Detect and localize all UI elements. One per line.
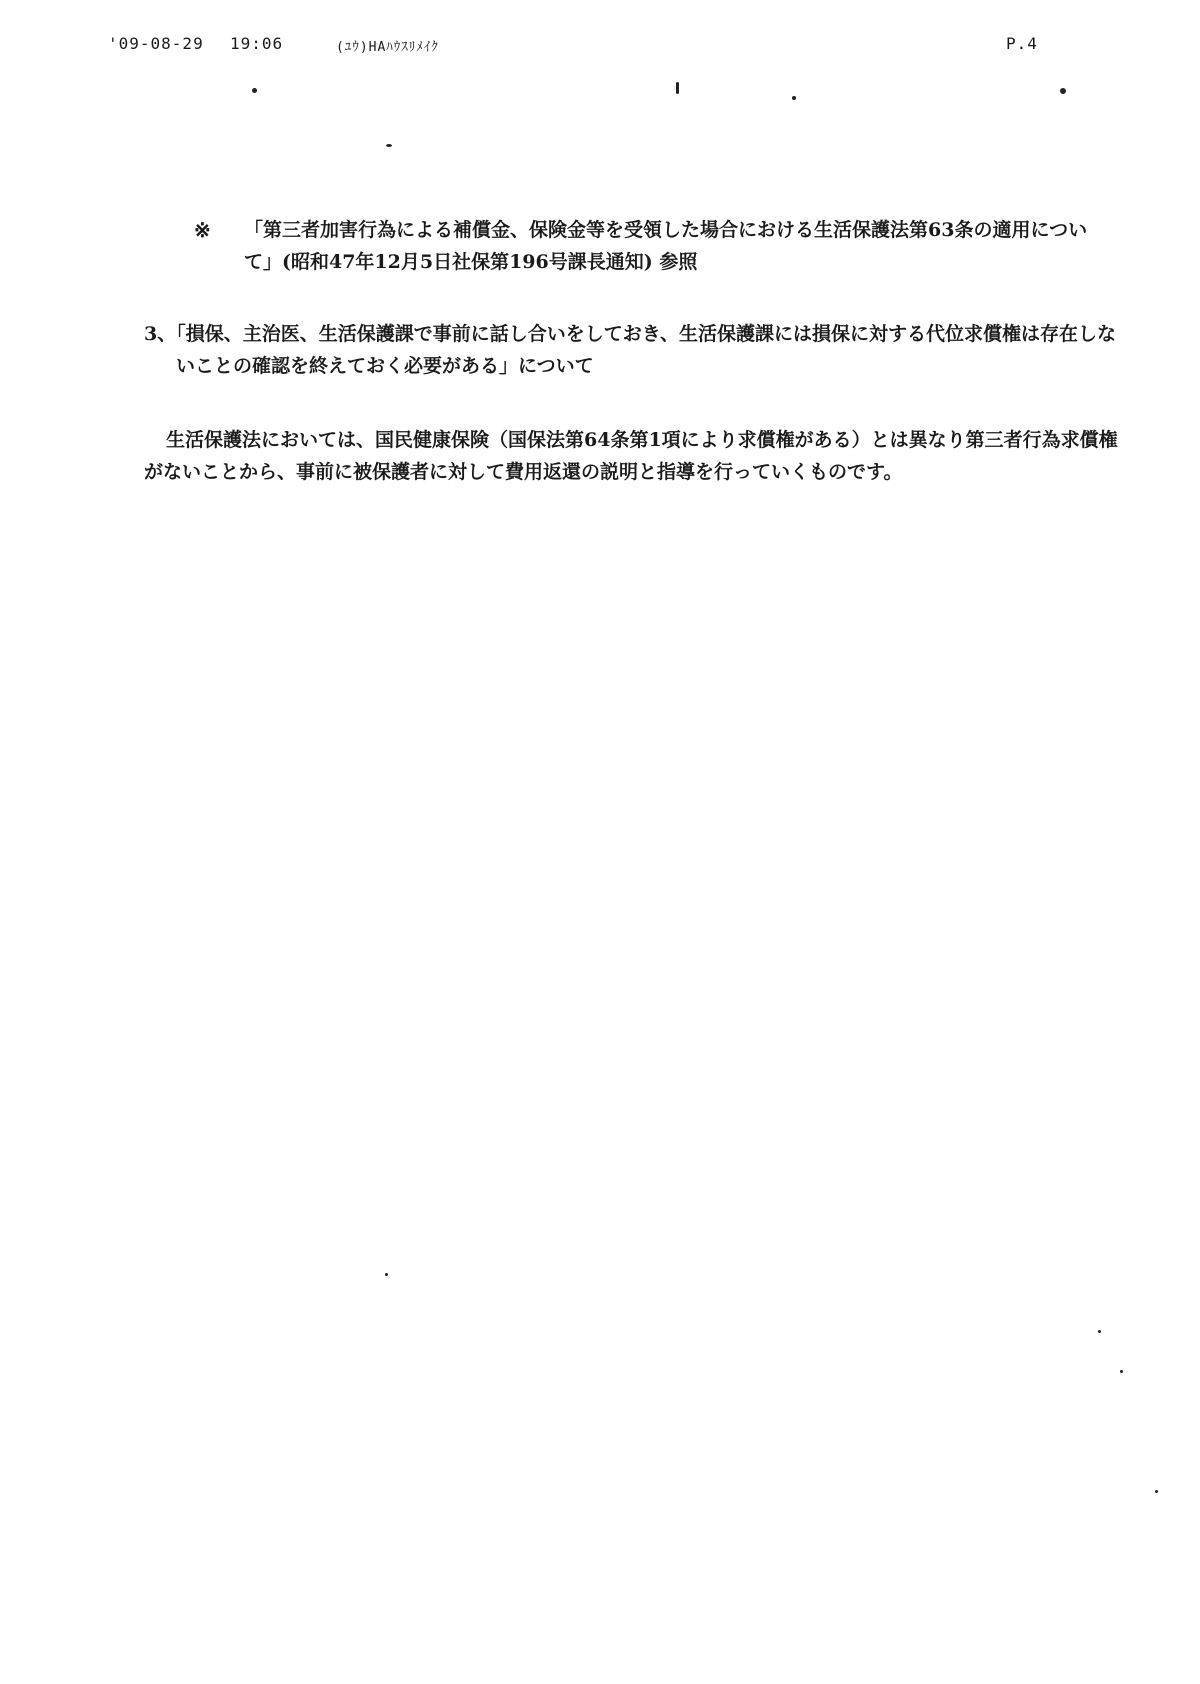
body-paragraph — [144, 424, 1124, 488]
scan-speck — [792, 96, 796, 100]
fax-page-number: P.4 — [1006, 34, 1038, 53]
reference-mark: ※ — [194, 218, 211, 242]
scan-speck — [1155, 1490, 1158, 1493]
scan-speck — [1060, 88, 1066, 94]
scan-speck — [252, 88, 257, 93]
fax-header — [108, 34, 1048, 60]
scan-speck — [386, 144, 392, 147]
fax-sender: (ﾕｳ)HAﾊｳｽﾘﾒｲｸ — [336, 40, 439, 55]
scan-speck — [385, 1273, 388, 1276]
scan-speck — [1098, 1330, 1101, 1333]
scan-speck — [676, 82, 679, 94]
scan-speck — [1120, 1370, 1123, 1373]
paragraph-text: 生活保護法においては、国民健康保険（国保法第64条第1項により求償権がある）とは異なり第三者行為求償権がないことから、事前に被保護者に対して費用返還の説明と指導を行っていくものです。 — [144, 429, 1118, 483]
section-heading: 3、「損保、主治医、生活保護課で事前に話し合いをしておき、生活保護課には損保に対する代位求償権は存在しないことの確認を終えておく必要がある」について — [144, 323, 1116, 377]
fax-time: 19:06 — [230, 34, 284, 53]
reference-note-text: 「第三者加害行為による補償金、保険金等を受領した場合における生活保護法第63条の適用について」(昭和47年12月5日社保第196号課長通知) 参照 — [244, 219, 1088, 273]
fax-date: '09-08-29 — [108, 34, 204, 53]
section-3 — [144, 318, 1124, 382]
